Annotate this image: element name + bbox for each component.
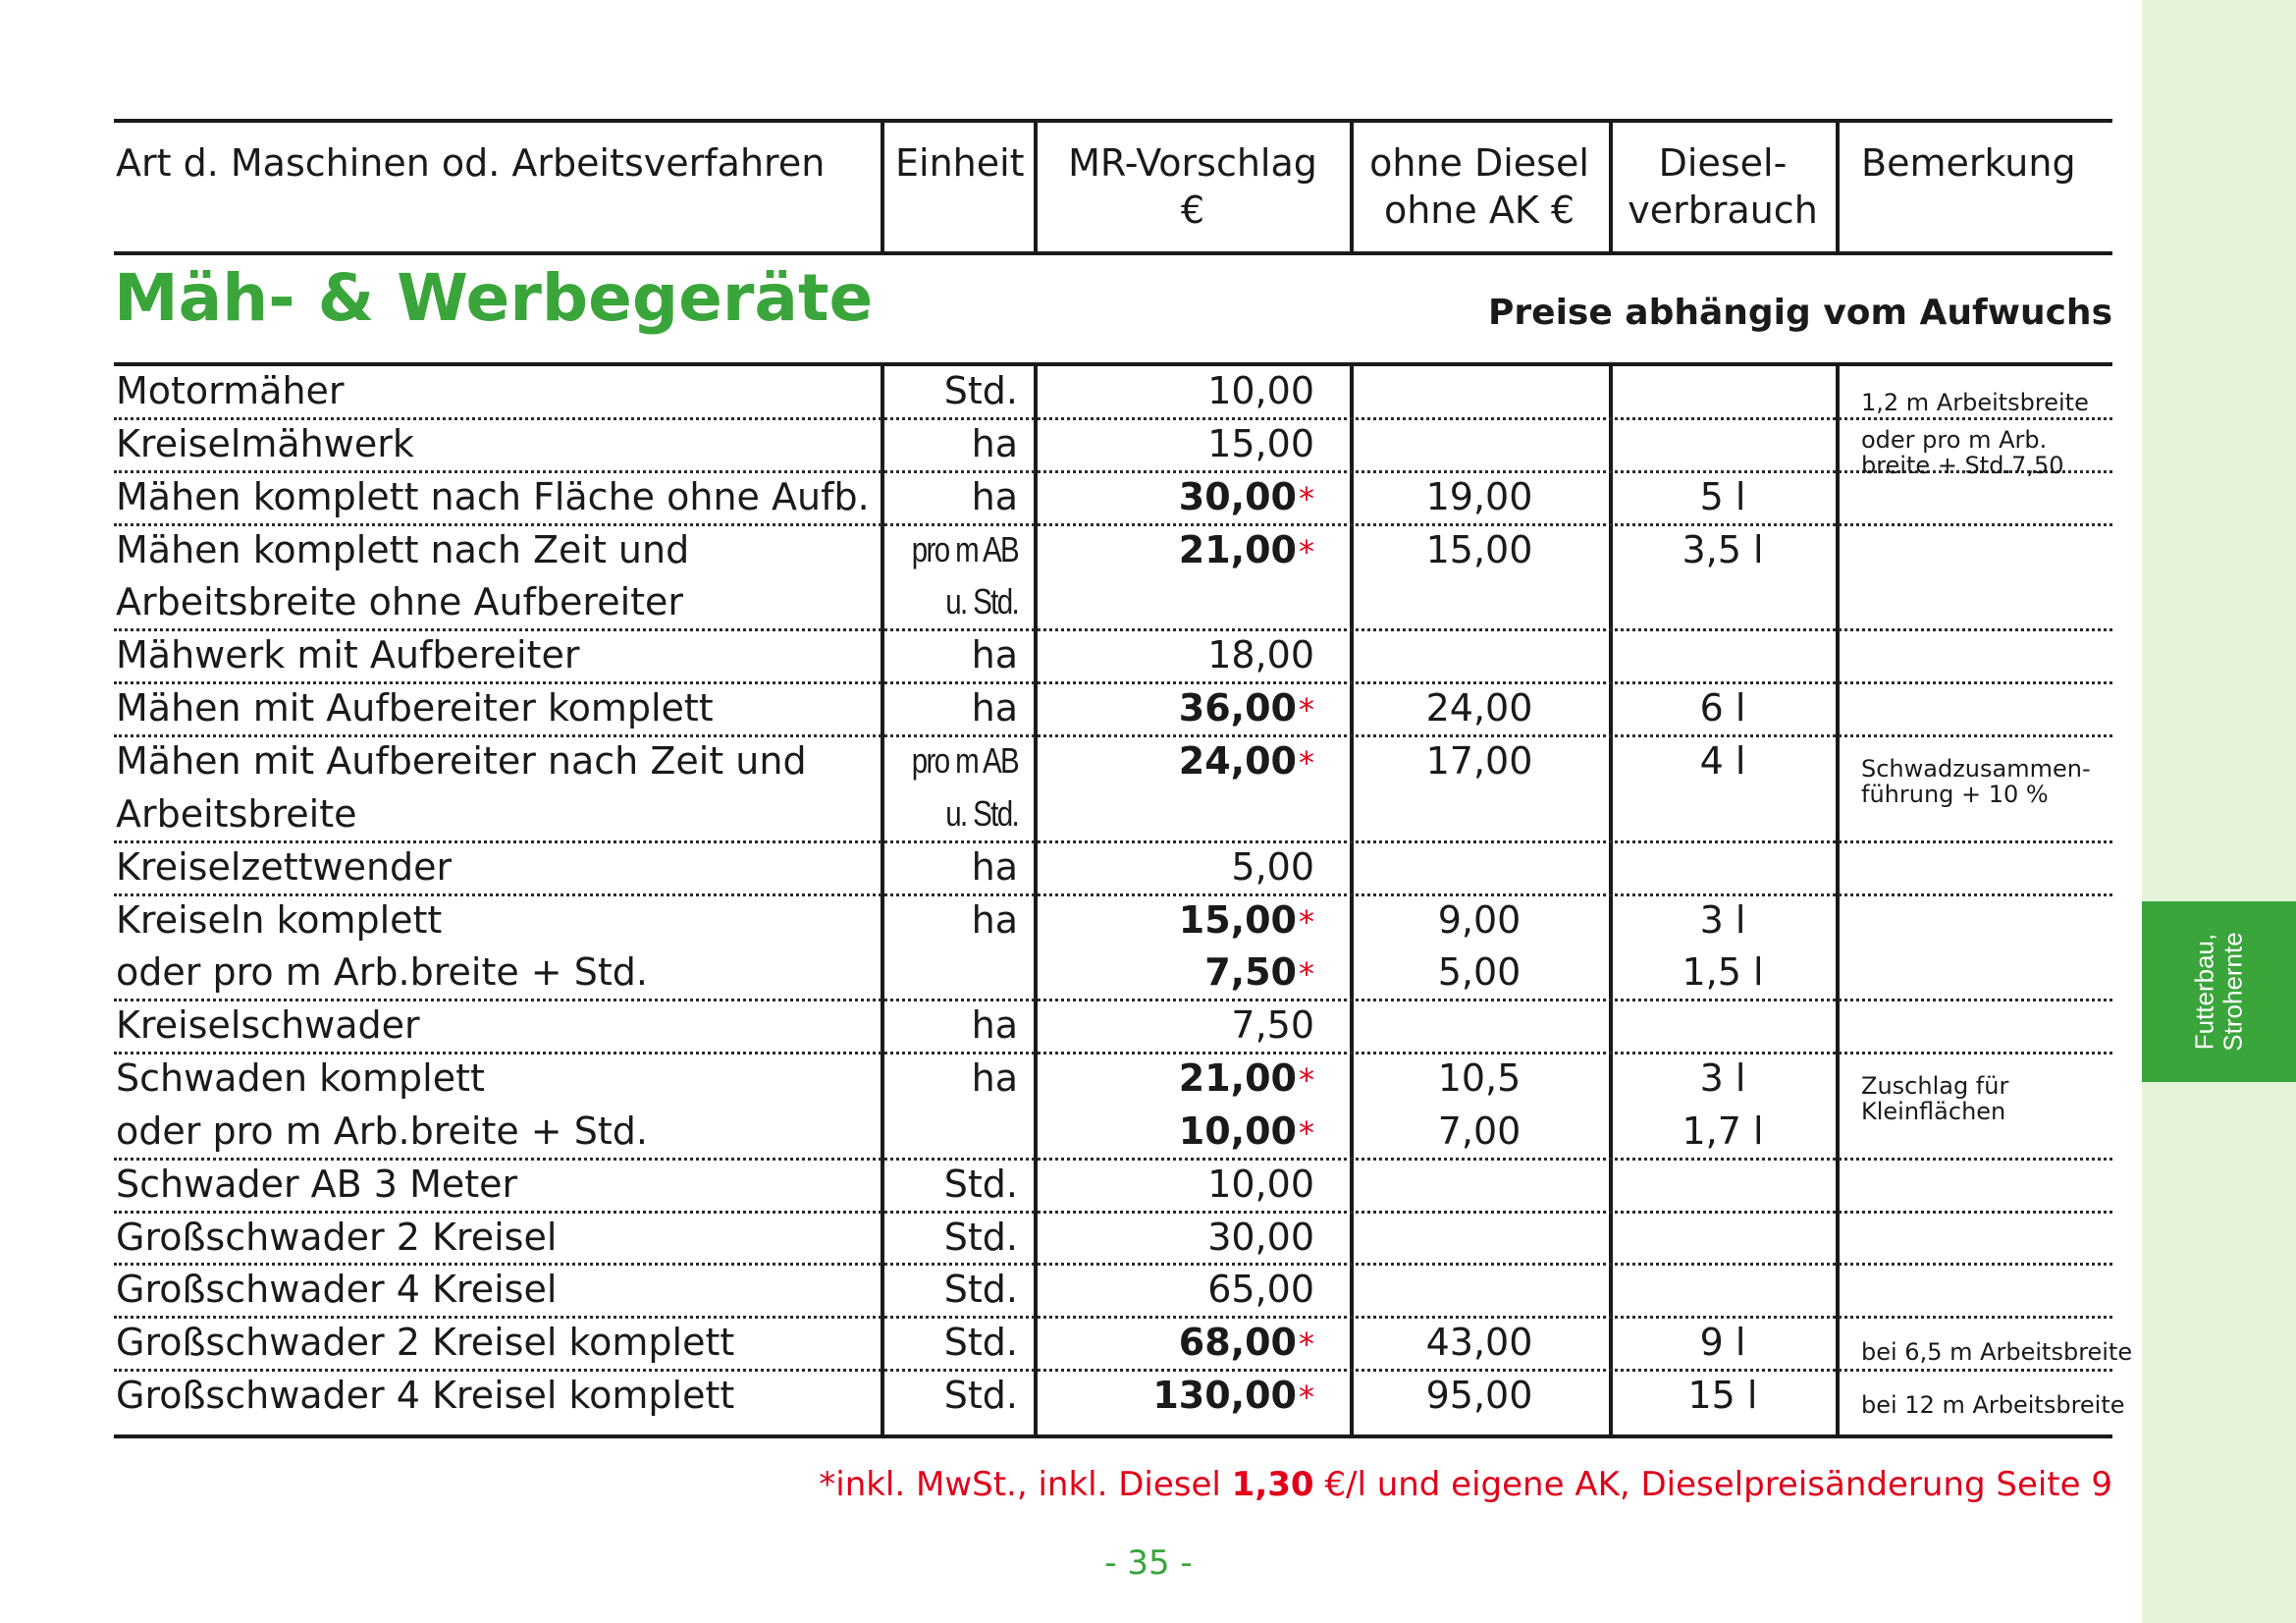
- row-name: Mähen mit Aufbereiter komplett: [116, 686, 714, 730]
- row-diesel: 9 l: [1699, 1321, 1746, 1365]
- remark-4-line1: Zuschlag für: [1861, 1072, 2009, 1100]
- row-ohne-diesel: 17,00: [1425, 738, 1533, 783]
- row-price-value: 7,50: [1231, 1003, 1314, 1048]
- page-number: - 35 -: [1104, 1543, 1193, 1583]
- header-col-od-line1: ohne Diesel: [1369, 141, 1589, 185]
- row-name: Großschwader 2 Kreisel komplett: [116, 1321, 735, 1365]
- header-col-diesel: [1612, 139, 1834, 234]
- row-price: [1179, 1052, 1314, 1107]
- header-bottom-rule: [114, 251, 2112, 255]
- row-price: [1179, 681, 1314, 736]
- body-top-rule: [114, 362, 2112, 366]
- price-star: *: [1299, 479, 1314, 517]
- header-col-od-line2: ohne AK €: [1383, 189, 1575, 232]
- section-note: Preise abhängig vom Aufwuchs: [1488, 293, 2112, 333]
- row-price-value: 30,00: [1207, 1215, 1314, 1259]
- row-unit: u. Std.: [945, 581, 1018, 622]
- row-ohne-diesel: 19,00: [1425, 474, 1533, 518]
- row-price: [1179, 523, 1314, 578]
- price-star: *: [1299, 691, 1314, 730]
- row-unit: Std.: [943, 1374, 1018, 1418]
- row-diesel: 3,5 l: [1682, 527, 1764, 571]
- row-unit: ha: [971, 1003, 1018, 1048]
- header-col-mr: [1037, 139, 1349, 234]
- row-price-value: 30,00: [1178, 474, 1297, 518]
- row-name: Mähen komplett nach Zeit und: [116, 527, 690, 571]
- footnote-diesel-price: 1,30: [1231, 1465, 1314, 1504]
- remark-6: bei 12 m Arbeitsbreite: [1861, 1391, 2125, 1419]
- header-col-mr-line1: MR-Vorschlag: [1068, 141, 1317, 185]
- row-price-value: 10,00: [1207, 1162, 1314, 1206]
- header-col-name: Art d. Maschinen od. Arbeitsverfahren: [116, 141, 826, 185]
- row-name: Arbeitsbreite ohne Aufbereiter: [116, 580, 684, 624]
- row-price: [1179, 1105, 1314, 1160]
- row-price-value: 68,00: [1178, 1321, 1297, 1365]
- row-unit: Std.: [943, 1215, 1018, 1259]
- row-price: [1179, 470, 1314, 525]
- header-vsep: [1350, 121, 1354, 253]
- row-price: [1207, 1158, 1314, 1211]
- row-unit: ha: [971, 897, 1018, 942]
- row-name: Mähen mit Aufbereiter nach Zeit und: [116, 738, 807, 783]
- price-star: *: [1299, 1325, 1314, 1364]
- row-price: [1179, 893, 1314, 948]
- header-col-dv-line2: verbrauch: [1628, 189, 1818, 232]
- price-star: *: [1299, 955, 1314, 994]
- row-name: Großschwader 2 Kreisel: [116, 1215, 558, 1259]
- row-diesel: 1,7 l: [1682, 1109, 1764, 1153]
- remark-3-line1: Schwadzusammen-: [1861, 755, 2091, 783]
- price-star: *: [1299, 532, 1314, 570]
- row-unit: ha: [971, 844, 1018, 889]
- header-vsep: [1609, 121, 1613, 253]
- row-price: [1179, 1316, 1314, 1371]
- row-name: Schwaden komplett: [116, 1056, 485, 1101]
- header-vsep: [1836, 121, 1840, 253]
- row-price: [1207, 1263, 1314, 1316]
- row-price: [1152, 1369, 1314, 1424]
- row-price: [1204, 946, 1314, 1001]
- row-diesel: 15 l: [1687, 1374, 1758, 1418]
- row-name: Mähen komplett nach Fläche ohne Aufb.: [116, 474, 870, 518]
- row-unit: pro m AB: [911, 528, 1018, 569]
- row-unit: u. Std.: [945, 792, 1018, 834]
- row-ohne-diesel: 10,5: [1437, 1056, 1522, 1101]
- row-price: [1207, 417, 1314, 470]
- row-ohne-diesel: 15,00: [1425, 527, 1533, 571]
- row-unit: Std.: [943, 1321, 1018, 1365]
- row-price-value: 21,00: [1178, 1056, 1297, 1101]
- row-unit: ha: [971, 421, 1018, 465]
- row-price-value: 21,00: [1178, 527, 1297, 571]
- header-top-rule: [114, 119, 2112, 123]
- row-name: Großschwader 4 Kreisel: [116, 1268, 558, 1312]
- row-price-value: 65,00: [1207, 1268, 1314, 1312]
- header-vsep: [881, 121, 884, 253]
- row-price-value: 10,00: [1178, 1109, 1297, 1153]
- row-name: Kreiselmähwerk: [116, 421, 414, 465]
- price-star: *: [1299, 743, 1314, 782]
- row-ohne-diesel: 5,00: [1437, 950, 1522, 995]
- remark-2-line1: oder pro m Arb.: [1861, 426, 2048, 454]
- chapter-tab-label: [2191, 932, 2248, 1051]
- row-unit: ha: [971, 474, 1018, 518]
- row-name: Mähwerk mit Aufbereiter: [116, 633, 580, 677]
- price-star: *: [1299, 1061, 1314, 1100]
- remark-5: bei 6,5 m Arbeitsbreite: [1861, 1338, 2133, 1366]
- header-col-unit: Einheit: [895, 141, 1025, 185]
- header-col-note: Bemerkung: [1861, 141, 2076, 185]
- remark-1: 1,2 m Arbeitsbreite: [1861, 389, 2089, 416]
- row-name: Motormäher: [116, 369, 345, 412]
- price-star: *: [1299, 902, 1314, 941]
- footnote-part1: *inkl. MwSt., inkl. Diesel: [819, 1465, 1232, 1504]
- footnote-part2: €/l und eigene AK, Dieselpreisänderung Seite 9: [1313, 1465, 2112, 1504]
- row-price-value: 10,00: [1207, 369, 1314, 412]
- price-star: *: [1299, 1113, 1314, 1152]
- row-price: [1207, 364, 1314, 417]
- row-price: [1207, 628, 1314, 681]
- row-ohne-diesel: 95,00: [1425, 1374, 1533, 1418]
- side-strip: [2142, 0, 2296, 1623]
- row-name: Arbeitsbreite: [116, 791, 357, 836]
- row-unit: ha: [971, 633, 1018, 677]
- row-price-value: 24,00: [1178, 738, 1297, 783]
- header-col-dv-line1: Diesel-: [1658, 141, 1788, 185]
- footnote: [819, 1463, 2112, 1506]
- row-unit: ha: [971, 1056, 1018, 1101]
- row-name: oder pro m Arb.breite + Std.: [116, 1109, 648, 1153]
- row-ohne-diesel: 43,00: [1425, 1321, 1533, 1365]
- row-name: Kreiselzettwender: [116, 844, 453, 889]
- chapter-tab[interactable]: [2142, 901, 2296, 1082]
- row-diesel: 4 l: [1699, 738, 1746, 783]
- row-diesel: 1,5 l: [1682, 950, 1764, 995]
- header-col-mr-line2: €: [1180, 189, 1205, 232]
- chapter-tab-line2: Strohernte: [2217, 932, 2248, 1052]
- remark-2-line2: breite + Std.7,50: [1861, 452, 2064, 479]
- header-vsep: [1034, 121, 1038, 253]
- row-diesel: 5 l: [1699, 474, 1746, 518]
- row-price-value: 15,00: [1178, 897, 1297, 942]
- row-ohne-diesel: 24,00: [1425, 686, 1533, 730]
- row-ohne-diesel: 9,00: [1437, 897, 1522, 942]
- row-price-value: 15,00: [1207, 421, 1314, 465]
- row-diesel: 3 l: [1699, 1056, 1746, 1101]
- row-name: Kreiseln komplett: [116, 897, 443, 942]
- row-price: [1231, 999, 1314, 1052]
- row-ohne-diesel: 7,00: [1437, 1109, 1522, 1153]
- remark-3-line2: führung + 10 %: [1861, 781, 2049, 808]
- header-col-ohne-diesel: [1353, 139, 1606, 234]
- row-diesel: 6 l: [1699, 686, 1746, 730]
- row-diesel: 3 l: [1699, 897, 1746, 942]
- row-unit: ha: [971, 686, 1018, 730]
- row-unit: Std.: [943, 1268, 1018, 1312]
- row-price: [1179, 734, 1314, 789]
- row-name: oder pro m Arb.breite + Std.: [116, 950, 648, 995]
- row-price-value: 36,00: [1178, 686, 1297, 730]
- row-price-value: 18,00: [1207, 633, 1314, 677]
- row-name: Schwader AB 3 Meter: [116, 1162, 518, 1206]
- row-price-value: 130,00: [1152, 1374, 1297, 1418]
- row-unit: Std.: [943, 369, 1018, 412]
- remark-4-line2: Kleinflächen: [1861, 1098, 2006, 1125]
- section-title: Mäh- & Werbegeräte: [114, 260, 874, 336]
- row-price: [1207, 1211, 1314, 1264]
- row-price-value: 5,00: [1231, 844, 1314, 889]
- row-unit: Std.: [943, 1162, 1018, 1206]
- row-name: Kreiselschwader: [116, 1003, 420, 1048]
- price-star: *: [1299, 1379, 1314, 1417]
- body-bottom-rule: [114, 1434, 2112, 1438]
- chapter-tab-line1: Futterbau,: [2189, 933, 2219, 1051]
- row-unit: pro m AB: [911, 739, 1018, 781]
- row-name: Großschwader 4 Kreisel komplett: [116, 1374, 735, 1418]
- row-price: [1231, 840, 1314, 893]
- row-price-value: 7,50: [1204, 950, 1297, 995]
